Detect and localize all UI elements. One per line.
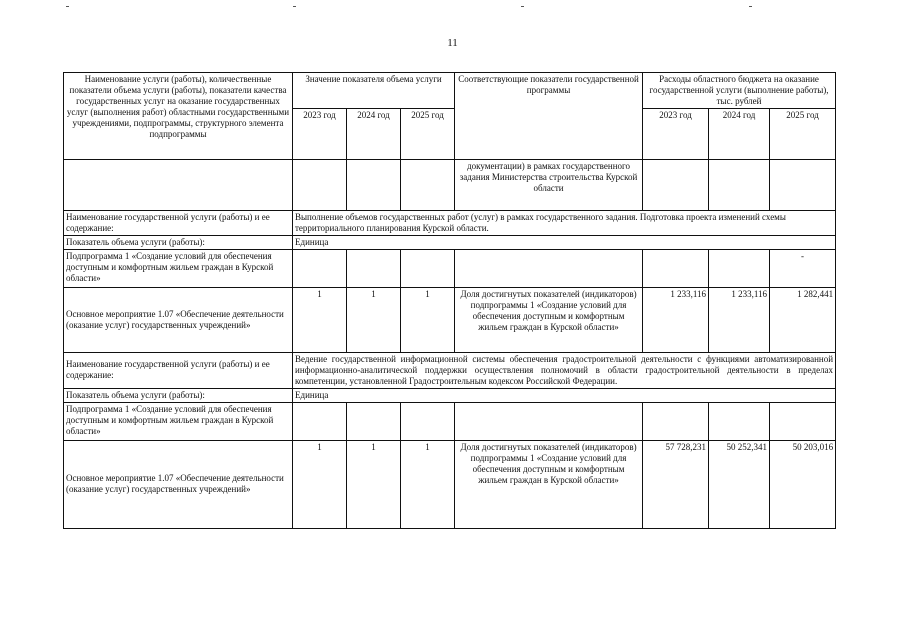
indicator-label: Показатель объема услуги (работы):: [64, 388, 293, 402]
activity-name: Основное мероприятие 1.07 «Обеспечение деятельности (оказание услуг) государственных учреждений»: [64, 440, 293, 528]
indicator-text: Доля достигнутых показателей (индикаторов) подпрограммы 1 «Создание условий для обеспечения доступным и комфортным жильем граждан в Курской области»: [455, 287, 643, 352]
header-service-name: Наименование услуги (работы), количественные показатели объема услуги (работы), показатели качества государственных услуг на оказание государственных услуг (выполнения работ) областными государственными учреждениями, подпрограммы, структурного элемента подпрограммы: [64, 73, 293, 160]
subprogram-mark: -: [770, 249, 836, 287]
continuation-text: документации) в рамках государственного задания Министерства строительства Курской области: [455, 160, 643, 211]
service-row: [64, 211, 836, 236]
service-row: [64, 352, 836, 388]
service-label: Наименование государственной услуги (работы) и ее содержание:: [64, 211, 293, 236]
header-year-2025: 2025 год: [770, 108, 836, 159]
subprogram-row: [64, 402, 836, 440]
indicator-row: [64, 388, 836, 402]
budget-2023: 57 728,231: [643, 440, 709, 528]
indicator-row: [64, 235, 836, 249]
scan-mark: [521, 6, 524, 7]
header-year-2023: 2023 год: [293, 108, 347, 159]
indicator-unit: Единица: [293, 235, 836, 249]
subprogram-name: Подпрограмма 1 «Создание условий для обеспечения доступным и комфортным жильем граждан в Курской области»: [64, 402, 293, 440]
volume-2025: 1: [401, 440, 455, 528]
scan-mark: [293, 6, 296, 7]
scan-mark: [749, 6, 752, 7]
activity-row: [64, 287, 836, 352]
header-indicators: Соответствующие показатели государственной программы: [455, 73, 643, 160]
header-year-2025: 2025 год: [401, 108, 455, 159]
subprogram-row: [64, 249, 836, 287]
service-text: Ведение государственной информационной системы обеспечения градостроительной деятельности с функциями автоматизированной информационно-аналитической поддержки осуществления полномочий в области градостроительной деятельности в пределах компетенции, установленной Градостроительным кодексом Российской Федерации.: [293, 352, 836, 388]
header-budget: Расходы областного бюджета на оказание государственной услуги (выполнение работы), тыс. рублей: [643, 73, 836, 109]
budget-2023: 1 233,116: [643, 287, 709, 352]
service-label: Наименование государственной услуги (работы) и ее содержание:: [64, 352, 293, 388]
subprogram-name: Подпрограмма 1 «Создание условий для обеспечения доступным и комфортным жильем граждан в Курской области»: [64, 249, 293, 287]
budget-2024: 1 233,116: [709, 287, 770, 352]
header-year-2024: 2024 год: [709, 108, 770, 159]
volume-2024: 1: [347, 287, 401, 352]
header-year-2024: 2024 год: [347, 108, 401, 159]
budget-2024: 50 252,341: [709, 440, 770, 528]
volume-2024: 1: [347, 440, 401, 528]
service-text: Выполнение объемов государственных работ (услуг) в рамках государственного задания. Подготовка проекта изменений схемы территориального планирования Курской области.: [293, 211, 836, 236]
indicator-label: Показатель объема услуги (работы):: [64, 235, 293, 249]
budget-2025: 50 203,016: [770, 440, 836, 528]
indicator-unit: Единица: [293, 388, 836, 402]
activity-name: Основное мероприятие 1.07 «Обеспечение деятельности (оказание услуг) государственных учреждений»: [64, 287, 293, 352]
volume-2023: 1: [293, 440, 347, 528]
scan-mark: [66, 6, 69, 7]
budget-2025: 1 282,441: [770, 287, 836, 352]
activity-row: [64, 440, 836, 528]
volume-2025: 1: [401, 287, 455, 352]
volume-2023: 1: [293, 287, 347, 352]
header-row: [64, 73, 836, 109]
page-number: 11: [447, 37, 458, 49]
header-volume: Значение показателя объема услуги: [293, 73, 455, 109]
header-year-2023: 2023 год: [643, 108, 709, 159]
continuation-row: [64, 160, 836, 211]
budget-table: [63, 72, 836, 529]
indicator-text: Доля достигнутых показателей (индикаторов) подпрограммы 1 «Создание условий для обеспечения доступным и комфортным жильем граждан в Курской области»: [455, 440, 643, 528]
